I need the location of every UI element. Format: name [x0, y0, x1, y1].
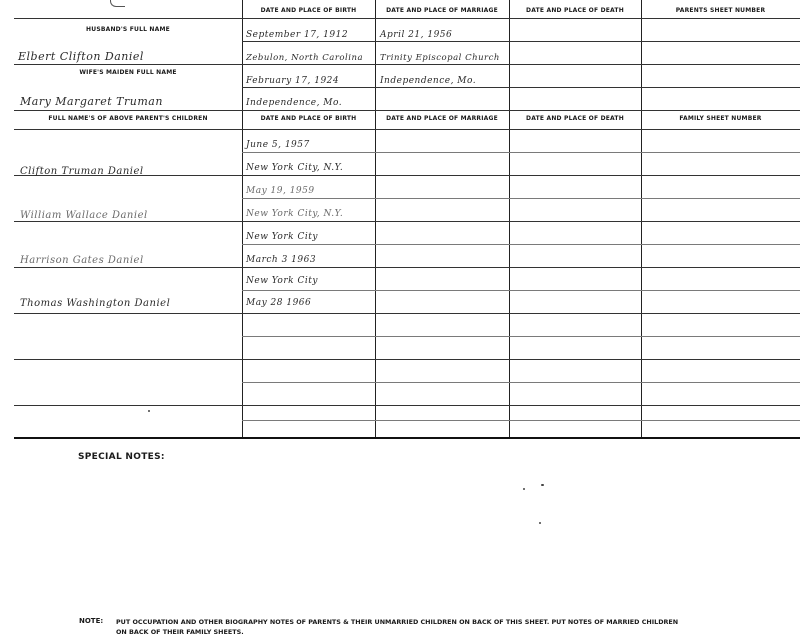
child-birth-place: New York City — [246, 232, 318, 242]
child-name: Clifton Truman Daniel — [20, 166, 144, 177]
husband-name-header: HUSBAND'S FULL NAME — [86, 26, 170, 33]
row-rule — [14, 64, 800, 65]
children-marriage-header: DATE AND PLACE OF MARRIAGE — [386, 115, 498, 122]
note-text-line2: ON BACK OF THEIR FAMILY SHEETS. — [116, 628, 244, 636]
column-divider — [375, 0, 376, 437]
child-birth-place: New York City — [246, 276, 318, 286]
paper-speck — [539, 522, 541, 524]
husband-name: Elbert Clifton Daniel — [18, 50, 144, 63]
child-birth-date: March 3 1963 — [246, 255, 317, 265]
child-birth-date: May 19, 1959 — [246, 186, 315, 196]
husband-birth-place: Zebulon, North Carolina — [246, 53, 364, 63]
cropped-handwriting-mark — [110, 0, 125, 7]
child-birth-place: New York City, N.Y. — [246, 209, 344, 219]
wife-birth-place: Independence, Mo. — [246, 98, 343, 108]
children-death-header: DATE AND PLACE OF DEATH — [526, 115, 624, 122]
children-names-header: FULL NAME'S OF ABOVE PARENT'S CHILDREN — [48, 115, 208, 122]
header-rule — [14, 18, 800, 19]
child-name: William Wallace Daniel — [20, 210, 148, 221]
husband-birth-date: September 17, 1912 — [246, 30, 349, 40]
paper-speck — [523, 488, 525, 490]
note-text-line1: PUT OCCUPATION AND OTHER BIOGRAPHY NOTES OF PARENTS & THEIR UNMARRIED CHILDREN ON BACK OF THIS SHEET. PUT NOTES OF MARRIED CHILDREN — [116, 618, 679, 626]
row-rule — [242, 87, 800, 88]
marriage-place: Trinity Episcopal Church — [380, 53, 500, 63]
wife-birth-date: February 17, 1924 — [246, 76, 340, 86]
row-rule — [14, 110, 800, 111]
child-birth-date: May 28 1966 — [246, 298, 312, 308]
note-label: NOTE: — [79, 617, 104, 625]
children-birth-header: DATE AND PLACE OF BIRTH — [260, 115, 357, 122]
marriage-date: April 21, 1956 — [380, 30, 453, 40]
row-rule — [14, 129, 800, 130]
column-divider — [641, 0, 642, 437]
marriage-header: DATE AND PLACE OF MARRIAGE — [386, 7, 498, 14]
paper-speck — [541, 484, 544, 486]
child-name: Thomas Washington Daniel — [20, 298, 171, 309]
paper-speck — [148, 410, 150, 412]
wife-name-header: WIFE'S MAIDEN FULL NAME — [79, 69, 177, 76]
wife-marriage-place: Independence, Mo. — [380, 76, 477, 86]
table-bottom-rule — [14, 437, 800, 439]
child-birth-date: June 5, 1957 — [246, 140, 310, 150]
birth-header: DATE AND PLACE OF BIRTH — [260, 7, 357, 14]
special-notes-label: SPECIAL NOTES: — [78, 452, 165, 462]
column-divider — [242, 0, 243, 437]
child-birth-place: New York City, N.Y. — [246, 163, 344, 173]
column-divider — [509, 0, 510, 437]
death-header: DATE AND PLACE OF DEATH — [526, 7, 624, 14]
family-sheet-header: FAMILY SHEET NUMBER — [679, 115, 762, 122]
wife-name: Mary Margaret Truman — [20, 95, 163, 108]
row-rule — [242, 41, 800, 42]
child-name: Harrison Gates Daniel — [20, 255, 144, 266]
parents-sheet-header: PARENTS SHEET NUMBER — [675, 7, 766, 14]
